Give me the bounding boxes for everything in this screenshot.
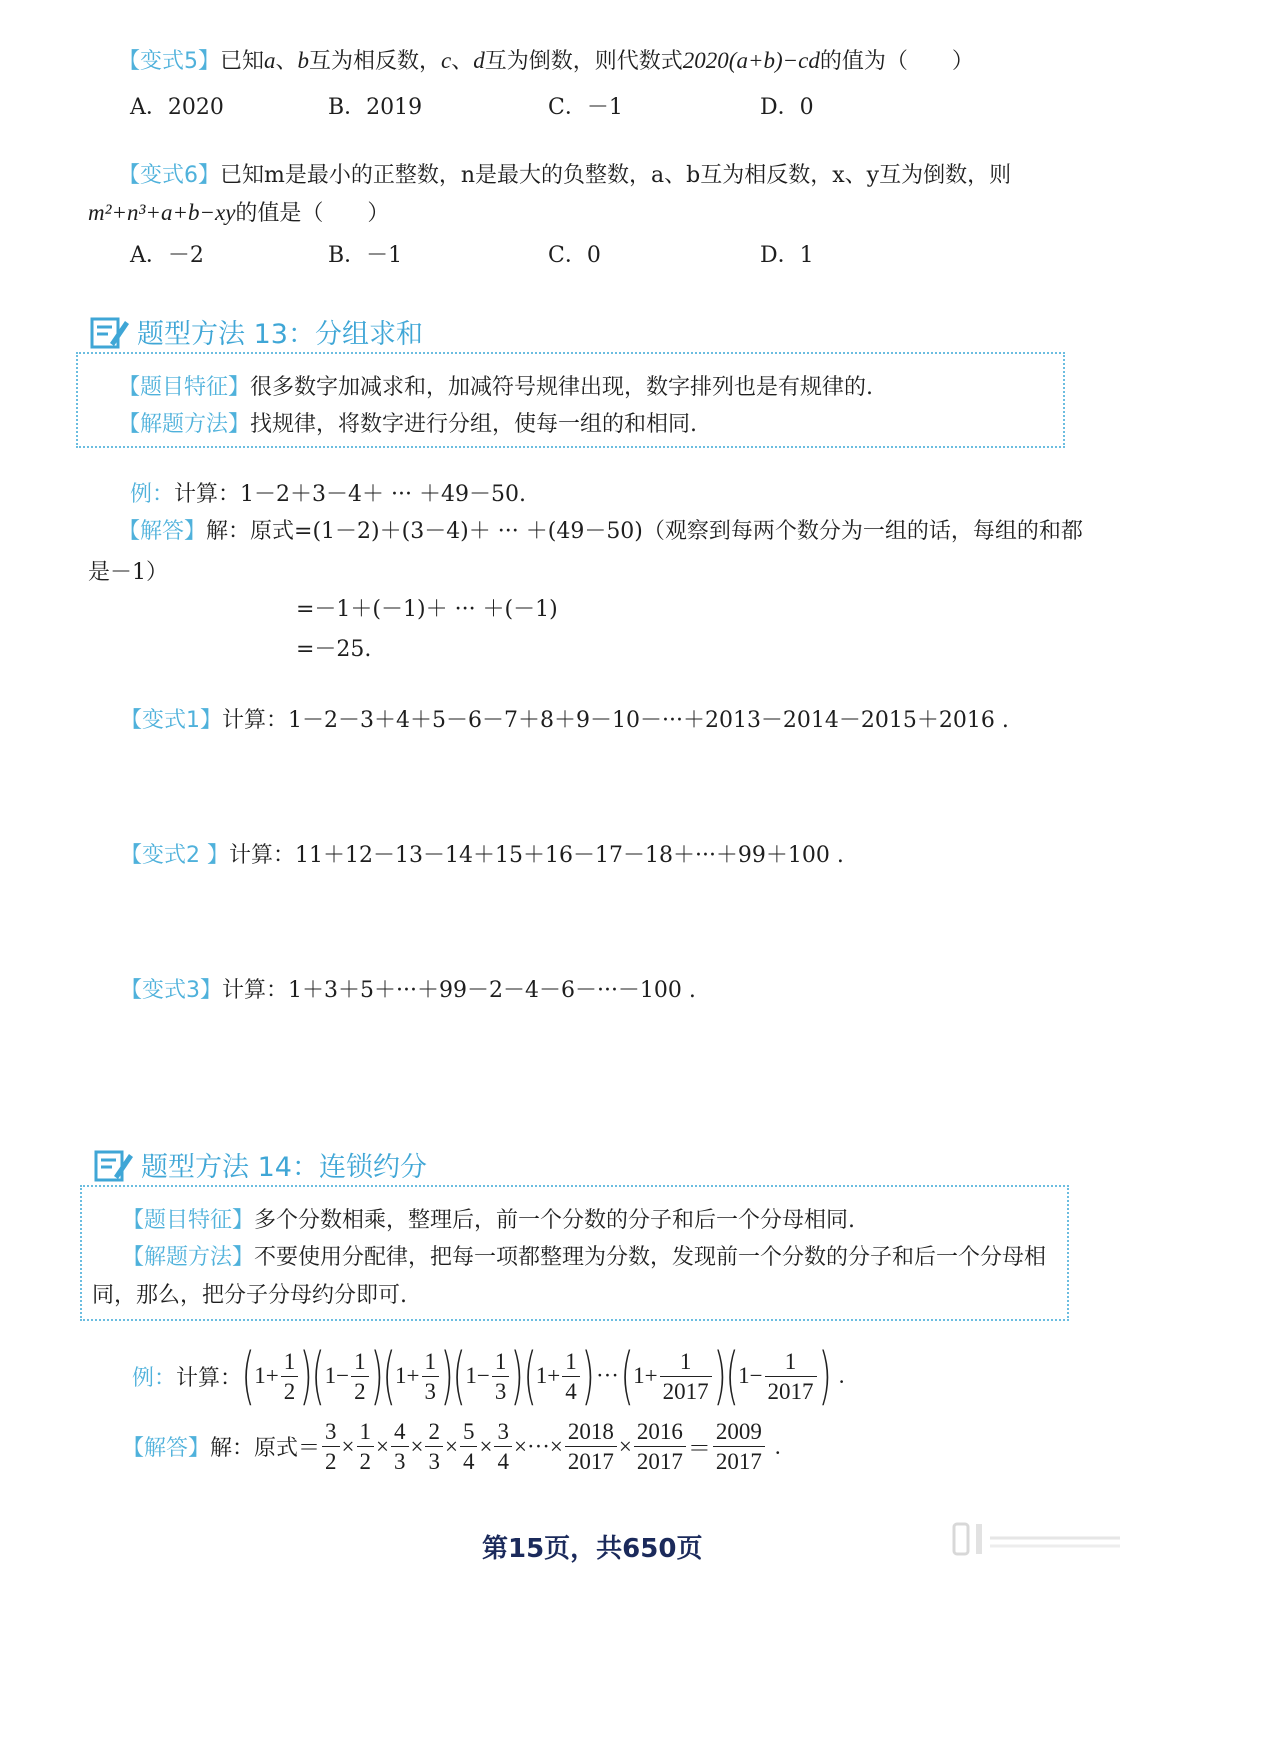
fraction	[357, 1420, 375, 1473]
section-13-answer-line-2: 是－1）	[88, 560, 168, 585]
method-text-1: 不要使用分配律，把每一项都整理为分数，发现前一个分数的分子和后一个分母相	[254, 1245, 1047, 1270]
fraction	[713, 1420, 765, 1473]
note-pencil-icon	[90, 315, 130, 349]
section-13-variant-2	[120, 838, 844, 869]
times-sign: ×	[376, 1433, 389, 1459]
factor: ( 1+ $\frac{1}{3}$ )	[382, 1339, 454, 1412]
answer-prefix: 解：原式＝	[210, 1436, 321, 1461]
variant-6-option-b: B．－1	[328, 243, 403, 268]
var-a: a	[264, 48, 276, 73]
feature-tag: 【题目特征】	[118, 375, 251, 400]
denominator: 3	[394, 1449, 406, 1474]
answer-tag: 【解答】	[118, 519, 207, 544]
numerator: 1	[281, 1350, 299, 1377]
section-13-step-2: =－25.	[296, 637, 372, 662]
numerator: 1	[351, 1350, 369, 1377]
denominator: 2	[283, 1378, 296, 1404]
factor-sign: 1−	[738, 1363, 763, 1388]
denominator: 2	[354, 1378, 366, 1404]
variant-5-option-b: B．2019	[328, 95, 423, 120]
fraction	[460, 1420, 478, 1473]
fraction	[281, 1350, 299, 1403]
denominator: 3	[424, 1378, 436, 1404]
variant-5-option-d: D．0	[760, 95, 814, 120]
denominator: 2017	[567, 1449, 614, 1474]
ellipsis: ···	[595, 1363, 619, 1388]
feature-text: 很多数字加减求和，加减符号规律出现，数字排列也是有规律的.	[250, 375, 874, 400]
section-13-variant-3	[120, 973, 696, 1004]
example-tag: 例：	[132, 1365, 177, 1391]
feature-text: 多个分数相乘，整理后，前一个分数的分子和后一个分母相同.	[254, 1208, 856, 1233]
variant-6-line-1: 已知m是最小的正整数，n是最大的负整数，a、b互为相反数，x、y互为倒数，则	[220, 163, 1012, 188]
variant-5-text-2: 互为相反数，	[309, 49, 442, 74]
variant-5-option-c: C．－1	[548, 95, 623, 120]
factor-sign: 1+	[535, 1363, 561, 1388]
section-13-feature	[118, 370, 873, 401]
watermark-icon	[950, 1520, 1130, 1560]
variant-5-question: 【变式5】已知a、b互为相反数，c、d互为倒数，则代数式2020(a+b)−cd的值为（ ）	[118, 48, 974, 74]
variant-5-text-4: 的值为（ ）	[819, 49, 974, 74]
factor: ( 1+ $\frac{1}{4}$ )	[523, 1339, 595, 1412]
numerator: 1	[357, 1420, 375, 1447]
times-sign: ×	[513, 1433, 527, 1459]
fraction	[634, 1420, 686, 1473]
numerator: 3	[322, 1420, 340, 1447]
fraction	[391, 1420, 409, 1473]
denominator: 2017	[662, 1378, 709, 1404]
times-sign: ×	[479, 1433, 493, 1459]
factor: ( 1− $\frac{1}{3}$ )	[452, 1339, 525, 1412]
denominator: 4	[565, 1378, 577, 1404]
separator: 、	[275, 49, 298, 74]
fraction	[660, 1350, 712, 1403]
numerator: 2018	[565, 1420, 617, 1447]
variant-5-expression: 2020(a+b)−cd	[682, 48, 820, 73]
example-tag: 例：	[130, 482, 175, 507]
denominator: 2	[359, 1449, 372, 1474]
denominator: 2017	[715, 1449, 762, 1474]
fraction	[562, 1350, 580, 1403]
var-d: d	[473, 48, 485, 73]
ellipsis: ···	[526, 1433, 550, 1459]
variant-5-option-a: A．2020	[130, 95, 224, 120]
variant-3-tag: 【变式3】	[120, 978, 222, 1003]
numerator: 2	[425, 1420, 443, 1447]
section-13-method	[118, 407, 697, 438]
var-b: b	[297, 48, 310, 73]
fraction	[492, 1350, 510, 1403]
fraction	[322, 1420, 340, 1473]
variant-1-tag: 【变式1】	[120, 708, 222, 733]
times-sign: ×	[444, 1433, 458, 1459]
numerator: 1	[422, 1350, 440, 1377]
page-footer: 第15页，共650页	[482, 1534, 703, 1564]
variant-6-expression: m²+n³+a+b−xy	[88, 200, 236, 225]
numerator: 2009	[713, 1420, 765, 1447]
numerator: 1	[660, 1350, 712, 1377]
factor: ( 1− $\frac{1}{2}$ )	[311, 1339, 384, 1412]
factor-sign: 1+	[254, 1363, 279, 1388]
variant-3-text: 计算：1＋3＋5＋···＋99－2－4－6－···－100 .	[222, 978, 696, 1003]
denominator: 2	[325, 1449, 337, 1474]
section-14-answer	[122, 1420, 781, 1473]
section-14-header	[94, 1145, 427, 1184]
section-14-title: 题型方法 14：连锁约分	[141, 1152, 427, 1183]
example-text: 计算：1－2＋3－4＋ ··· ＋49－50.	[174, 482, 526, 507]
answer-tag: 【解答】	[122, 1436, 211, 1461]
fraction	[425, 1420, 443, 1473]
numerator: 3	[494, 1420, 512, 1447]
denominator: 4	[497, 1449, 509, 1474]
section-13-variant-1	[120, 703, 1009, 734]
variant-6-tag: 【变式6】	[118, 163, 220, 188]
variant-5-text-3: 互为倒数，则代数式	[484, 49, 683, 74]
example-prefix: 计算：	[176, 1365, 243, 1391]
method-text: 找规律，将数字进行分组，使每一组的和相同.	[250, 412, 698, 437]
numerator: 1	[492, 1350, 510, 1377]
fraction	[494, 1420, 512, 1473]
numerator: 1	[765, 1350, 817, 1377]
variant-6-option-a: A．－2	[130, 243, 204, 268]
answer-text-1: 解：原式=(1－2)＋(3－4)＋ ··· ＋(49－50)（观察到每两个数分为一组的话，每组的和都	[206, 519, 1083, 544]
denominator: 2017	[767, 1378, 814, 1404]
method-tag: 【解题方法】	[122, 1245, 255, 1270]
note-pencil-icon	[94, 1148, 134, 1182]
variant-6-line-2-text: 的值是（ ）	[235, 201, 390, 226]
feature-tag: 【题目特征】	[122, 1208, 255, 1233]
method-tag: 【解题方法】	[118, 412, 251, 437]
fraction	[565, 1420, 617, 1473]
factor: ( 1+ $\frac{1}{2}$ )	[241, 1339, 313, 1412]
variant-6-option-d: D．1	[760, 243, 814, 268]
var-c: c	[441, 48, 452, 73]
fraction	[422, 1350, 440, 1403]
fraction	[351, 1350, 369, 1403]
section-13-answer-line-1	[118, 514, 1083, 545]
times-sign: ×	[618, 1433, 632, 1459]
section-13-header	[90, 312, 423, 351]
example-end: .	[838, 1363, 845, 1388]
denominator: 3	[428, 1449, 440, 1474]
numerator: 2016	[634, 1420, 686, 1447]
variant-5-text-1: 已知	[220, 49, 265, 74]
variant-5-tag: 【变式5】	[118, 49, 220, 74]
factor: ( 1− $\frac{1}{2017}$ )	[725, 1339, 832, 1412]
times-sign: ×	[341, 1433, 355, 1459]
fraction	[765, 1350, 817, 1403]
times-sign: ×	[410, 1433, 424, 1459]
variant-2-tag: 【变式2 】	[120, 843, 229, 868]
section-13-example	[130, 477, 526, 508]
variant-6-line-2	[88, 196, 389, 227]
section-14-feature	[122, 1203, 855, 1234]
numerator: 4	[391, 1420, 409, 1447]
example-factors	[241, 1339, 832, 1412]
section-14-example	[132, 1339, 845, 1412]
section-14-method-line-2: 同，那么，把分子分母约分即可.	[92, 1283, 407, 1308]
variant-6-option-c: C．0	[548, 243, 601, 268]
variant-6-question	[118, 158, 1011, 189]
section-13-title: 题型方法 13：分组求和	[137, 319, 423, 350]
denominator: 4	[462, 1449, 475, 1474]
factor-sign: 1+	[395, 1363, 420, 1388]
answer-end: .	[774, 1433, 781, 1459]
section-14-method	[122, 1240, 1046, 1271]
denominator: 3	[494, 1378, 507, 1404]
denominator: 2017	[636, 1449, 683, 1474]
equals-sign: ＝	[687, 1436, 711, 1461]
factor-sign: 1−	[324, 1363, 350, 1388]
times-sign: ×	[549, 1433, 563, 1459]
factor-sign: 1+	[633, 1363, 658, 1388]
section-13-step-1: =－1＋(－1)＋ ··· ＋(－1)	[296, 597, 558, 622]
variant-1-text: 计算：1－2－3＋4＋5－6－7＋8＋9－10－···＋2013－2014－2015＋2016 .	[222, 708, 1009, 733]
factor: ( 1+ $\frac{1}{2017}$ )	[620, 1339, 727, 1412]
factor-sign: 1−	[465, 1363, 490, 1388]
numerator: 5	[460, 1420, 478, 1447]
numerator: 1	[562, 1350, 580, 1377]
variant-2-text: 计算：11＋12－13－14＋15＋16－17－18＋···＋99＋100 .	[229, 843, 844, 868]
